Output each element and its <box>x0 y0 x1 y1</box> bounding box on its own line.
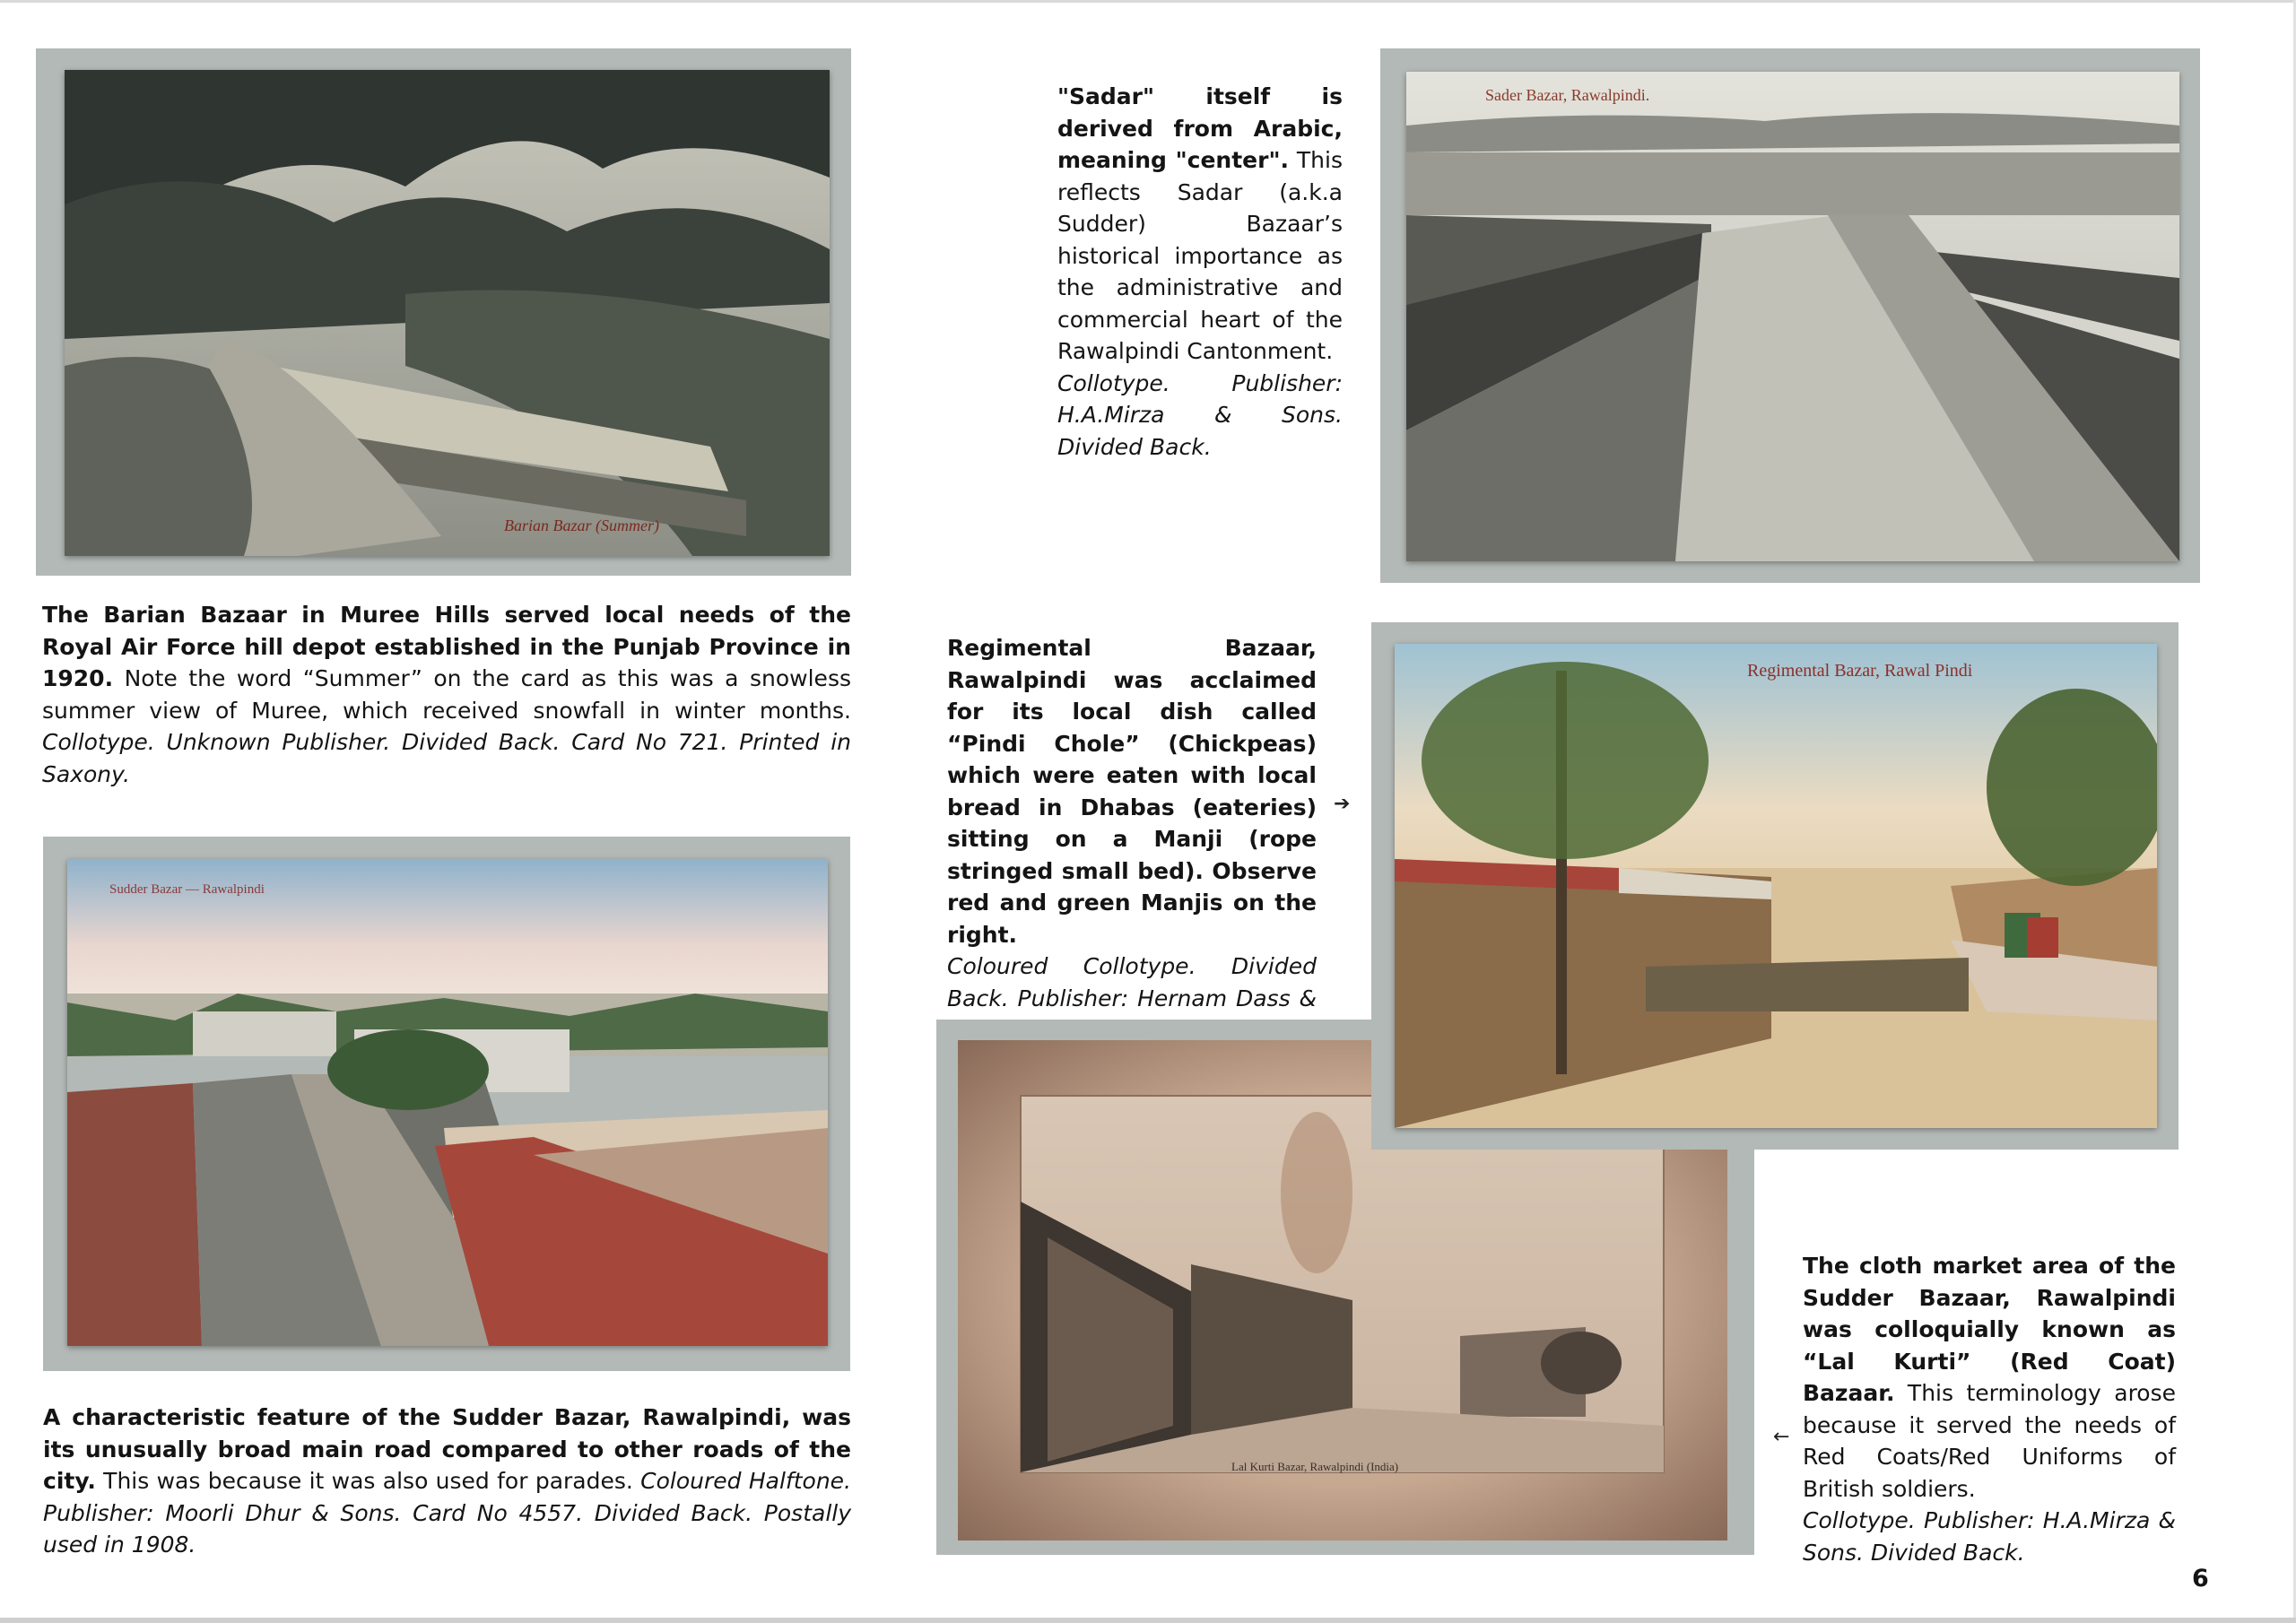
regimental-postcard-image <box>1395 644 2157 1128</box>
barian-postcard-image <box>65 70 830 556</box>
barian-caption-normal: Note the word “Summer” on the card as this was a snowless summer view of Muree, which received snowfall in winter months. <box>42 665 851 724</box>
sadar-caption-italic: Collotype. Publisher: H.A.Mirza & Sons. Divided Back. <box>1057 369 1343 460</box>
regimental-card-title: Regimental Bazar, Rawal Pindi <box>1747 661 1973 681</box>
sadar-caption-bold: "Sadar" itself is derived from Arabic, meaning "center". <box>1057 83 1343 173</box>
sudder-caption <box>43 1402 851 1561</box>
sudder-card-title: Sudder Bazar — Rawalpindi <box>109 882 265 897</box>
lalkurti-caption-normal: This terminology arose because it served the needs of Red Coats/Red Uniforms of British soldiers. <box>1803 1380 2176 1502</box>
sudder-caption-normal: This was because it was also used for parades. <box>95 1468 641 1494</box>
sadar-caption-normal: This reflects Sadar (a.k.a Sudder) Bazaar’s historical importance as the administrative and commercial heart of the Rawalpindi Cantonment. <box>1057 147 1343 364</box>
lalkurti-caption <box>1803 1250 2176 1568</box>
regimental-caption <box>947 632 1317 1046</box>
right-arrow-icon: ➔ <box>1334 793 1351 815</box>
page-number: 6 <box>2192 1565 2209 1593</box>
top-border <box>0 0 2296 3</box>
barian-card-title: Barian Bazar (Summer) <box>504 516 659 534</box>
lalkurti-card-title: Lal Kurti Bazar, Rawalpindi (India) <box>1231 1460 1399 1473</box>
lalkurti-caption-italic: Collotype. Publisher: H.A.Mirza & Sons. Divided Back. <box>1803 1507 2176 1566</box>
lalkurti-caption-bold: The cloth market area of the Sudder Bazaar, Rawalpindi was colloquially known as “Lal Kurti” (Red Coat) Bazaar. <box>1803 1253 2176 1406</box>
sader-postcard-image <box>1406 72 2179 561</box>
sadar-caption <box>1057 81 1343 463</box>
barian-caption-italic: Collotype. Unknown Publisher. Divided Back. Card No 721. Printed in Saxony. <box>42 729 851 787</box>
barian-caption-bold: The Barian Bazaar in Muree Hills served local needs of the Royal Air Force hill depot established in the Punjab Province in 1920. <box>42 602 851 691</box>
sudder-caption-italic: Coloured Halftone. Publisher: Moorli Dhur & Sons. Card No 4557. Divided Back. Postally used in 1908. <box>43 1468 851 1558</box>
regimental-caption-italic: Coloured Collotype. Divided Back. Publisher: Hernam Dass & <box>947 953 1317 1011</box>
regimental-caption-bold: Regimental Bazaar, Rawalpindi was acclaimed for its local dish called “Pindi Chole” (Chickpeas) which were eaten with local bread in Dhabas (eateries) sitting on a Manji (rope stringed small bed). Observe red and green Manjis on the right. <box>947 635 1317 948</box>
bottom-border <box>0 1618 2296 1623</box>
sader-card-title: Sader Bazar, Rawalpindi. <box>1485 86 1650 104</box>
sudder-caption-bold: A characteristic feature of the Sudder Bazar, Rawalpindi, was its unusually broad main road compared to other roads of the city. <box>43 1404 851 1494</box>
left-arrow-icon: ← <box>1773 1426 1790 1448</box>
barian-caption <box>42 599 851 790</box>
sudder-postcard-image <box>67 859 828 1346</box>
